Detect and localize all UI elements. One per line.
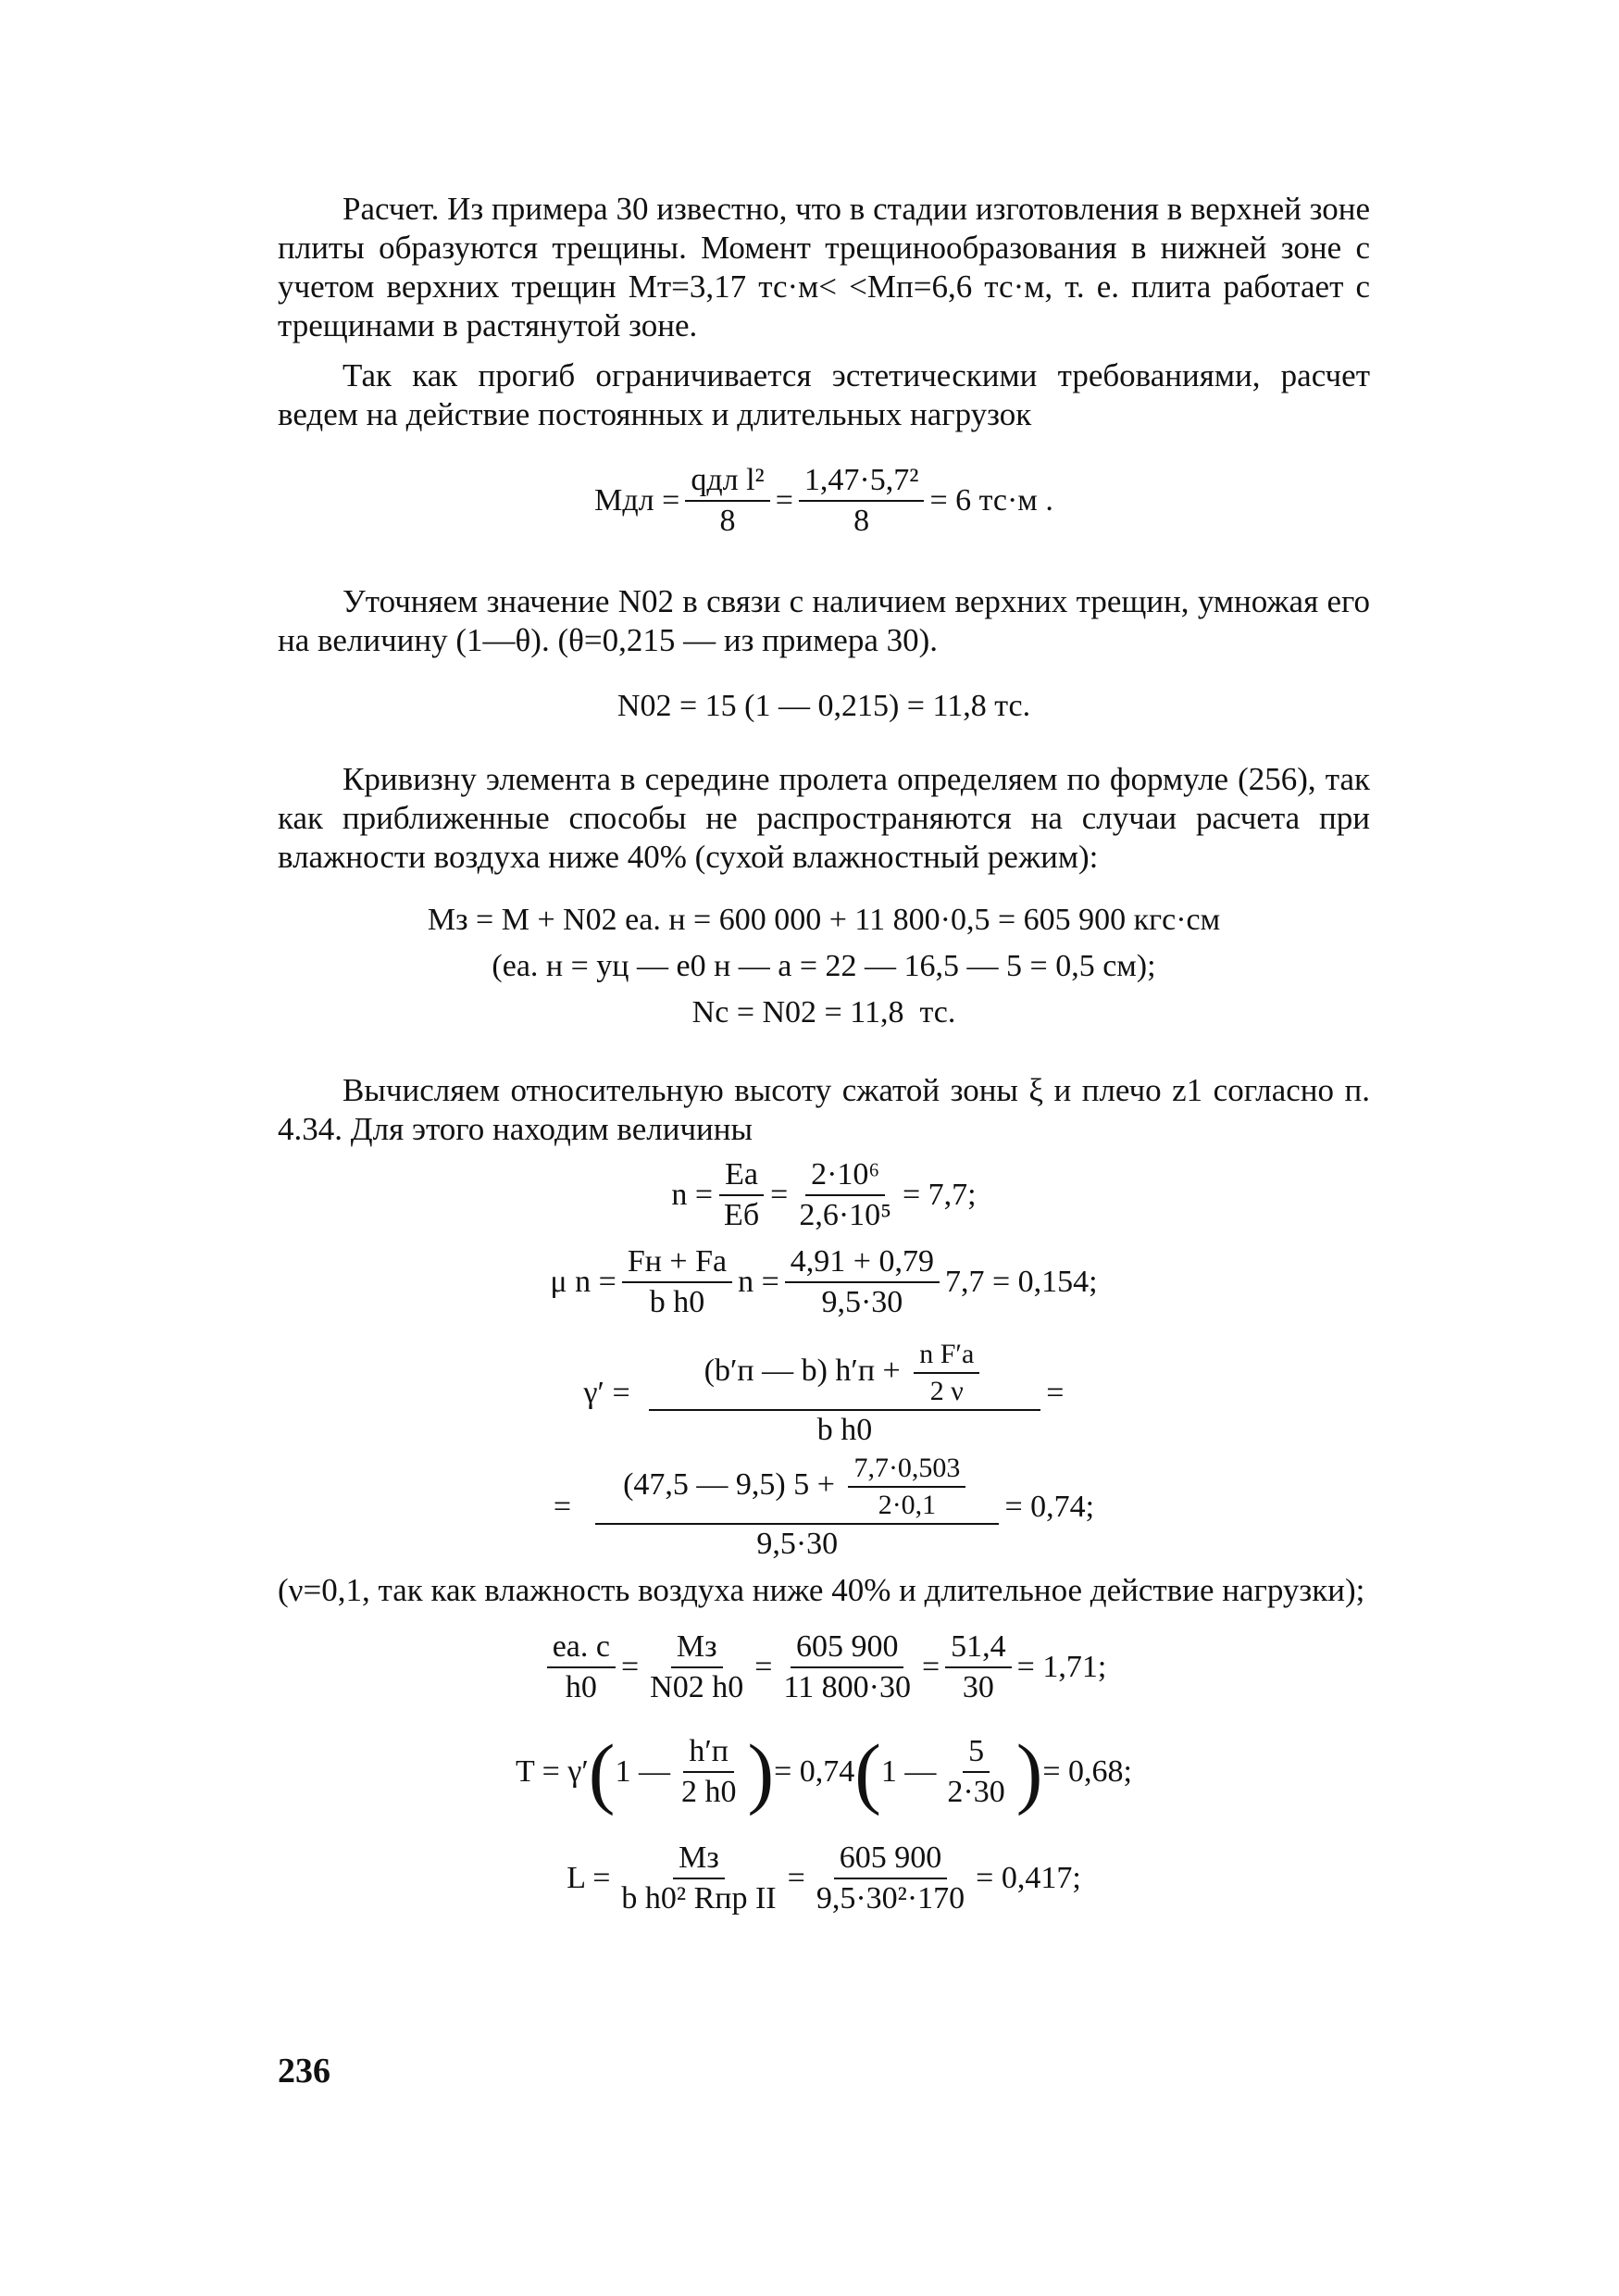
eq-one-minus: 1 — bbox=[615, 1754, 670, 1789]
equation-n bbox=[278, 1153, 1370, 1238]
fraction bbox=[793, 1159, 897, 1231]
fraction-denominator: 9,5·30 bbox=[756, 1527, 839, 1561]
eq-n02-text: N02 = 15 (1 — 0,215) = 11,8 тс. bbox=[616, 689, 1031, 723]
fraction bbox=[718, 1159, 765, 1231]
fraction bbox=[811, 1842, 970, 1915]
fraction bbox=[941, 1736, 1010, 1808]
fraction-numerator: qдл l² bbox=[685, 465, 769, 502]
fraction-denominator: 2·0,1 bbox=[878, 1490, 937, 1520]
eq-gamma-numerator-a: (b′п — b) h′п + bbox=[704, 1353, 901, 1388]
paragraph-compressed-zone: Вычисляем относительную высоту сжатой зоны ξ и плечо z1 согласно п. 4.34. Для этого находим величины bbox=[278, 1072, 1370, 1147]
eq-sign: = bbox=[553, 1490, 572, 1524]
equation-m-dl bbox=[278, 455, 1370, 547]
fraction-numerator: 2·10⁶ bbox=[805, 1159, 885, 1196]
equation-ea-n bbox=[278, 943, 1370, 990]
paragraph-n02-refine: Уточняем значение N02 в связи с наличием верхних трещин, умножая его на величину (1—θ). (θ=0,215 — из примера 30). bbox=[278, 583, 1370, 658]
eq-result: = 1,71; bbox=[1016, 1650, 1107, 1684]
equation-ea-c bbox=[278, 1623, 1370, 1712]
fraction-denominator: b h0 bbox=[816, 1413, 873, 1447]
eq-sign: = bbox=[775, 483, 793, 518]
fraction-numerator: 1,47·5,7² bbox=[799, 465, 925, 502]
eq-gamma-lhs: γ′ = bbox=[583, 1376, 630, 1410]
fraction-denominator: 9,5·30 bbox=[821, 1285, 903, 1319]
fraction bbox=[622, 1246, 732, 1318]
fraction bbox=[644, 1631, 749, 1703]
fraction-denominator: 2 h0 bbox=[680, 1775, 737, 1809]
eq-result: = 0,417; bbox=[976, 1861, 1081, 1895]
equation-t bbox=[278, 1721, 1370, 1823]
fraction-numerator: n F′а bbox=[914, 1341, 979, 1374]
fraction-numerator bbox=[595, 1454, 999, 1525]
fraction-denominator: Eб bbox=[724, 1198, 760, 1232]
paren-close: ) bbox=[1015, 1728, 1043, 1816]
fraction-numerator: Fн + Fа bbox=[622, 1246, 732, 1283]
paragraph-deflection: Так как прогиб ограничивается эстетическими требованиями, расчет ведем на действие постоянных и длительных нагрузок bbox=[278, 357, 1370, 432]
fraction-denominator: 8 bbox=[719, 504, 736, 538]
fraction-numerator bbox=[649, 1341, 1041, 1411]
eq-sign: = bbox=[770, 1178, 789, 1212]
text-column bbox=[278, 190, 1370, 1925]
paren-close: ) bbox=[747, 1728, 775, 1816]
fraction bbox=[945, 1631, 1012, 1703]
equation-nc bbox=[278, 990, 1370, 1036]
fraction-denominator: 30 bbox=[962, 1670, 994, 1704]
eq-n-lhs: n = bbox=[671, 1178, 714, 1212]
equation-mu-n bbox=[278, 1238, 1370, 1327]
paragraph-nu-note: (ν=0,1, так как влажность воздуха ниже 40% и длительное действие нагрузки); bbox=[278, 1572, 1365, 1608]
paren-open: ( bbox=[854, 1728, 881, 1816]
eq-sign: = bbox=[754, 1650, 773, 1684]
fraction-numerator: Mз bbox=[673, 1842, 725, 1879]
fraction bbox=[649, 1341, 1041, 1446]
eq-result: = 7,7; bbox=[903, 1178, 977, 1212]
fraction-numerator: h′п bbox=[683, 1736, 734, 1773]
eq-t-lhs: T = γ′ bbox=[516, 1754, 589, 1789]
fraction-numerator: Mз bbox=[671, 1631, 723, 1668]
eq-gamma2-numerator-a: (47,5 — 9,5) 5 + bbox=[623, 1466, 835, 1502]
eq-nc-text: Nc = N02 = 11,8 тс. bbox=[691, 995, 956, 1029]
eq-ean-text: (eа. н = yц — e0 н — a = 22 — 16,5 — 5 = 0,5 см); bbox=[492, 949, 1156, 983]
eq-result: = 0,68; bbox=[1042, 1754, 1132, 1789]
fraction bbox=[799, 465, 925, 537]
equation-mz bbox=[278, 897, 1370, 943]
fraction-numerator: 4,91 + 0,79 bbox=[785, 1246, 940, 1283]
eq-sign: = bbox=[1046, 1376, 1065, 1410]
page-number: 236 bbox=[278, 2052, 330, 2090]
eq-sign: = bbox=[620, 1650, 640, 1684]
eq-l-lhs: L = bbox=[567, 1861, 611, 1895]
fraction bbox=[785, 1246, 940, 1318]
fraction-numerator: 51,4 bbox=[945, 1631, 1012, 1668]
fraction-denominator: b h0 bbox=[649, 1285, 705, 1319]
eq-sign: = bbox=[787, 1861, 805, 1895]
fraction bbox=[848, 1454, 965, 1519]
fraction-denominator: 8 bbox=[853, 504, 870, 538]
eq-result: 7,7 = 0,154; bbox=[944, 1265, 1098, 1299]
fraction-denominator: 2·30 bbox=[947, 1775, 1005, 1809]
fraction-denominator: 2,6·10⁵ bbox=[799, 1198, 891, 1232]
fraction-numerator: 7,7·0,503 bbox=[848, 1454, 965, 1488]
fraction bbox=[547, 1631, 616, 1703]
fraction-numerator: Eа bbox=[719, 1159, 764, 1196]
fraction bbox=[778, 1631, 916, 1703]
fraction-denominator: b h0² Rпр II bbox=[621, 1881, 777, 1915]
eq-result: = 0,74; bbox=[1004, 1490, 1095, 1524]
fraction bbox=[595, 1454, 999, 1560]
fraction-numerator: 605 900 bbox=[791, 1631, 904, 1668]
equation-gamma-numeric bbox=[278, 1453, 1370, 1562]
equation-n02 bbox=[278, 686, 1370, 727]
eq-mdl-lhs: Mдл = bbox=[594, 483, 680, 518]
paragraph-curvature: Кривизну элемента в середине пролета определяем по формуле (256), так как приближенные способы не распространяются на случаи расчета при влажности воздуха ниже 40% (сухой влажностный режим): bbox=[278, 761, 1370, 875]
paragraph-calculation-intro: Расчет. Из примера 30 известно, что в стадии изготовления в верхней зоне плиты образуются трещины. Момент трещинообразования в нижней зоне с учетом верхних трещин Mт=3,17 тс·м< <Mп=6,6 тс·м, т. е. плита работает с трещинами в растянутой зоне. bbox=[278, 191, 1370, 343]
fraction-denominator: 2 ν bbox=[929, 1376, 964, 1406]
fraction-denominator: 11 800·30 bbox=[783, 1670, 911, 1704]
equation-l bbox=[278, 1832, 1370, 1925]
fraction-numerator: 5 bbox=[963, 1736, 990, 1773]
eq-mid: n = bbox=[738, 1265, 779, 1299]
eq-mz-text: Mз = M + N02 eа. н = 600 000 + 11 800·0,5 = 605 900 кгс·см bbox=[427, 903, 1221, 937]
eq-sign: = bbox=[921, 1650, 940, 1684]
fraction bbox=[914, 1341, 979, 1405]
eq-result: = 6 тс·м . bbox=[929, 483, 1053, 518]
fraction-denominator: h0 bbox=[565, 1670, 597, 1704]
equation-gamma bbox=[278, 1334, 1370, 1453]
fraction-numerator: 605 900 bbox=[834, 1842, 948, 1879]
fraction-denominator: N02 h0 bbox=[650, 1670, 744, 1704]
eq-one-minus: 1 — bbox=[880, 1754, 937, 1789]
fraction-numerator: eа. с bbox=[547, 1631, 616, 1668]
fraction bbox=[685, 465, 769, 537]
fraction bbox=[616, 1842, 781, 1915]
paren-open: ( bbox=[588, 1728, 616, 1816]
fraction-denominator: 9,5·30²·170 bbox=[816, 1881, 965, 1915]
fraction bbox=[676, 1736, 742, 1808]
eq-mid: = 0,74 bbox=[774, 1754, 855, 1789]
eq-mu-lhs: μ n = bbox=[550, 1265, 616, 1299]
